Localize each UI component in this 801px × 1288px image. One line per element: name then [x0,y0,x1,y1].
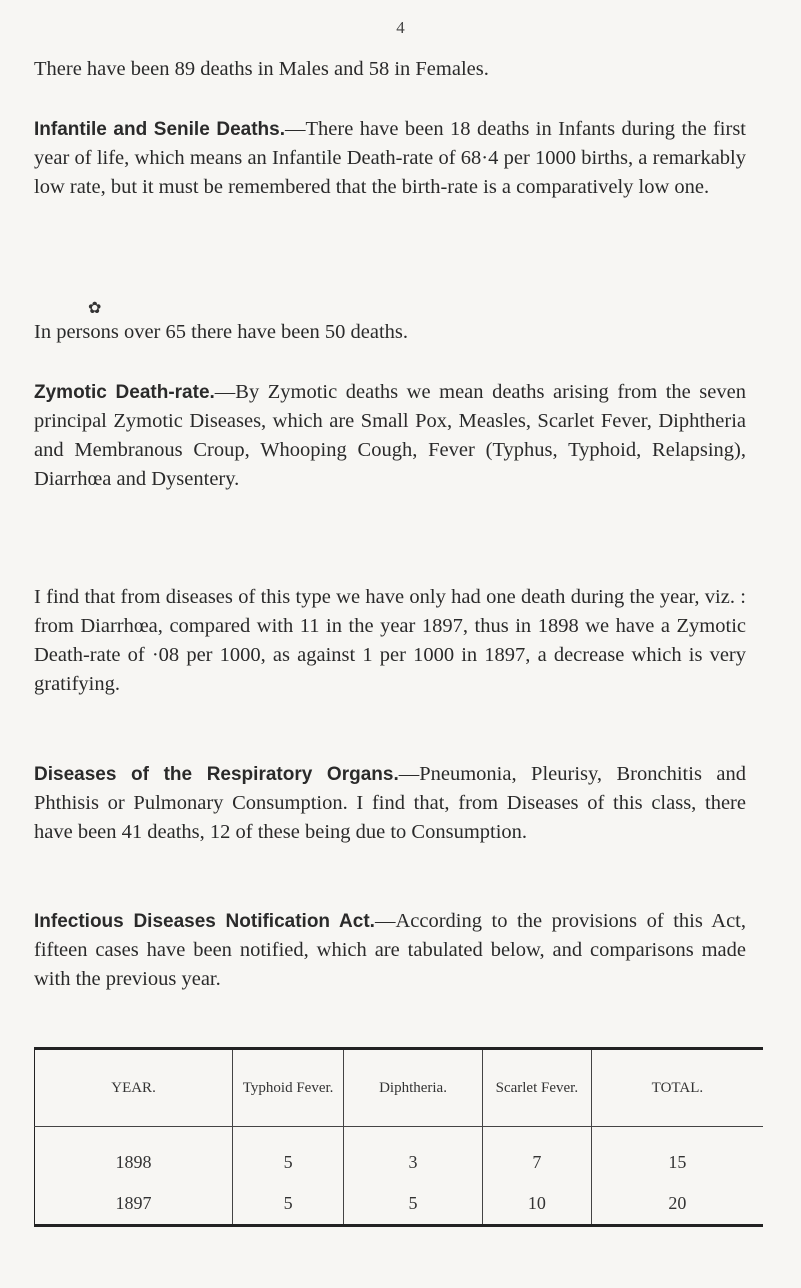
paragraph-text: I find that from diseases of this type we have only had one death during the year, viz. : from Diarrhœa, compared with 11 in the year 1897, thus in 1898 we have a Zymotic Death-rate of ·08 per 1000, as against 1 per 1000 in 1897, a decrease which is very gratifying. [34,586,746,695]
cell-scarlet-fever: 10 [482,1183,591,1226]
column-header-total: TOTAL. [591,1049,763,1127]
table-header-row [35,1049,764,1127]
paragraph-zymotic-findings [34,583,746,699]
cell-typhoid: 5 [233,1183,344,1226]
paragraph-text: —By Zymotic deaths we mean deaths arising from the seven principal Zymotic Diseases, which are Small Pox, Measles, Scarlet Fever, Diphtheria and Membranous Croup, Whooping Cough, Fever (Typhus, Typhoid, Relapsing), Diarrhœa and Dysentery. [34,381,746,490]
paragraph-notification-act [34,907,746,994]
paragraph-infantile-senile [34,115,746,202]
paragraph-text: —According to the provisions of this Act, fifteen cases have been notified, which are tabulated below, and comparisons made with the previous year. [34,910,746,990]
table-row [35,1183,764,1226]
page-number: 4 [396,18,405,37]
paragraph-zymotic [34,378,746,494]
cell-typhoid: 5 [233,1127,344,1184]
paragraph-text: In persons over 65 there have been 50 deaths. [34,321,408,343]
cell-diphtheria: 3 [344,1127,483,1184]
column-header-year: YEAR. [35,1049,233,1127]
table-row [35,1127,764,1184]
paragraph-text: —There have been 18 deaths in Infants during the first year of life, which means an Infantile Death-rate of 68·4 per 1000 births, a remarkably low rate, but it must be remembered that the birth-rate is a comparatively low one. [34,118,746,198]
cell-total: 20 [591,1183,763,1226]
column-header-scarlet-fever: Scarlet Fever. [482,1049,591,1127]
paragraph-heading: Diseases of the Respiratory Organs. [34,764,399,785]
paragraph-heading: Infantile and Senile Deaths. [34,119,286,140]
cell-year: 1898 [115,1152,152,1172]
ink-mark: ✿ [88,300,102,317]
column-header-typhoid: Typhoid Fever. [233,1049,344,1127]
paragraph-deaths-by-sex [34,55,746,84]
column-header-diphtheria: Diphtheria. [344,1049,483,1127]
paragraph-heading: Infectious Diseases Notification Act. [34,911,375,932]
paragraph-text: —Pneumonia, Pleurisy, Bronchitis and Phthisis or Pulmonary Consumption. I find that, from Diseases of this class, there have been 41 deaths, 12 of these being due to Consumption. [34,763,746,843]
cell-scarlet-fever: 7 [482,1127,591,1184]
paragraph-persons-over-65 [34,318,746,347]
notifications-table [34,1047,763,1227]
cell-total: 15 [591,1127,763,1184]
cell-diphtheria: 5 [344,1183,483,1226]
cell-year: 1897 [115,1193,152,1213]
paragraph-respiratory [34,760,746,847]
paragraph-text: There have been 89 deaths in Males and 58 in Females. [34,58,489,80]
paragraph-heading: Zymotic Death-rate. [34,382,215,403]
